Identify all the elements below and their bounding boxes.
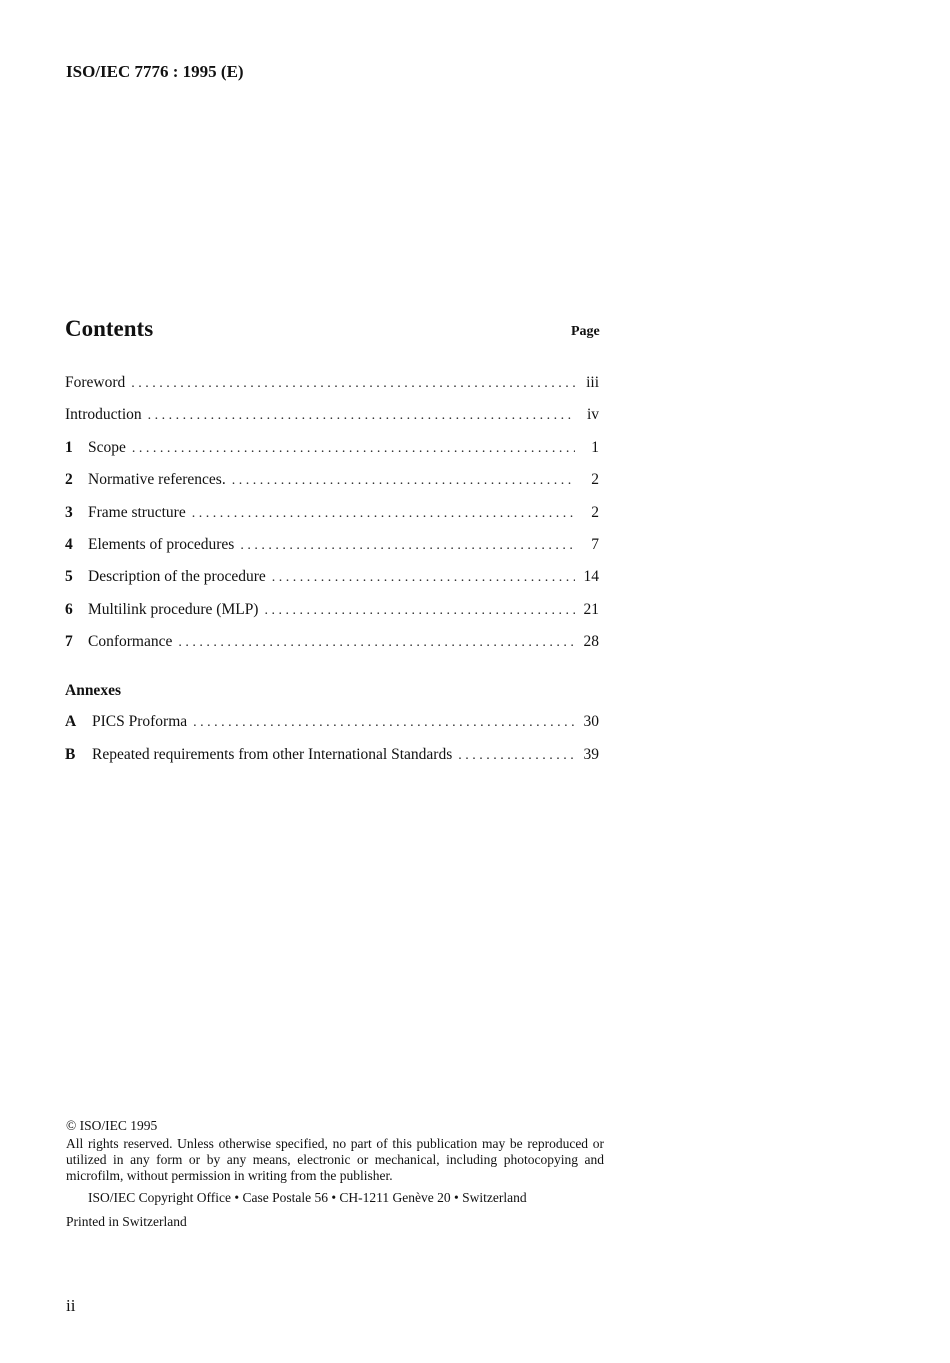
toc-entry-description-of-procedure[interactable]	[65, 568, 599, 590]
toc-entry-page: 14	[583, 568, 599, 585]
copyright-office-address: ISO/IEC Copyright Office • Case Postale 56 • CH-1211 Genève 20 • Switzerland	[88, 1190, 527, 1205]
toc-entry-title: Foreword	[65, 374, 126, 391]
toc-entry-frame-structure[interactable]	[65, 504, 599, 526]
toc-entry-title: Normative references.	[88, 471, 226, 488]
toc-entry-title: Repeated requirements from other International Standards	[92, 746, 453, 763]
toc-entry-number: 1	[65, 439, 73, 456]
toc-leader-dots	[178, 635, 575, 651]
toc-leader-dots	[132, 441, 575, 457]
toc-entry-elements-of-procedures[interactable]	[65, 536, 599, 558]
rights-statement: All rights reserved. Unless otherwise specified, no part of this publication may be reproduced or utilized in any form or by any means, electronic or mechanical, including photocopying and microfilm, without permission in writing from the publisher.	[66, 1136, 604, 1183]
toc-entry-page: 2	[591, 471, 599, 488]
toc-entry-introduction[interactable]	[65, 406, 599, 428]
copyright-block	[66, 1118, 604, 1230]
copyright-notice: © ISO/IEC 1995	[66, 1118, 158, 1133]
toc-entry-foreword[interactable]	[65, 374, 599, 396]
toc-leader-dots	[264, 603, 575, 619]
toc-leader-dots	[192, 506, 575, 522]
toc-entry-page: 1	[591, 439, 599, 456]
toc-entry-number: 3	[65, 504, 73, 521]
toc-leader-dots	[458, 748, 575, 764]
page-column-label: Page	[571, 324, 600, 339]
toc-entry-title: Elements of procedures	[88, 536, 235, 553]
toc-leader-dots	[193, 715, 575, 731]
toc-entry-title: Introduction	[65, 406, 142, 423]
toc-entry-conformance[interactable]	[65, 633, 599, 655]
contents-title: Contents	[65, 316, 154, 341]
toc-entry-page: iv	[586, 406, 599, 423]
toc-entry-annex-a[interactable]	[65, 713, 599, 735]
toc-leader-dots	[148, 408, 575, 424]
toc-leader-dots	[272, 570, 575, 586]
toc-entry-number: 7	[65, 633, 73, 650]
toc-entry-title: Multilink procedure (MLP)	[88, 601, 259, 618]
toc-entry-normative-references[interactable]	[65, 471, 599, 493]
toc-leader-dots	[232, 473, 575, 489]
annexes-heading: Annexes	[65, 682, 121, 699]
toc-entry-number: B	[65, 746, 76, 763]
toc-entry-page: 7	[591, 536, 599, 553]
toc-entry-annex-b[interactable]	[65, 746, 599, 768]
toc-entry-multilink-procedure[interactable]	[65, 601, 599, 623]
page-number: ii	[66, 1296, 76, 1315]
toc-entry-page: 21	[583, 601, 599, 618]
toc-entry-number: A	[65, 713, 77, 730]
toc-entry-page: 30	[583, 713, 599, 730]
toc-leader-dots	[131, 376, 575, 392]
toc-entry-title: Scope	[88, 439, 126, 456]
toc-entry-page: 39	[583, 746, 599, 763]
toc-entry-page: iii	[586, 374, 599, 391]
toc-entry-title: Conformance	[88, 633, 173, 650]
toc-entry-title: Description of the procedure	[88, 568, 266, 585]
document-header: ISO/IEC 7776 : 1995 (E)	[66, 62, 244, 81]
toc-entry-number: 4	[65, 536, 73, 553]
toc-entry-number: 2	[65, 471, 73, 488]
toc-entry-title: Frame structure	[88, 504, 186, 521]
toc-entry-number: 5	[65, 568, 73, 585]
toc-entry-title: PICS Proforma	[92, 713, 188, 730]
toc-entry-scope[interactable]	[65, 439, 599, 461]
printed-in: Printed in Switzerland	[66, 1214, 187, 1229]
toc-entry-number: 6	[65, 601, 73, 618]
toc-leader-dots	[240, 538, 575, 554]
toc-entry-page: 2	[591, 504, 599, 521]
toc-entry-page: 28	[583, 633, 599, 650]
